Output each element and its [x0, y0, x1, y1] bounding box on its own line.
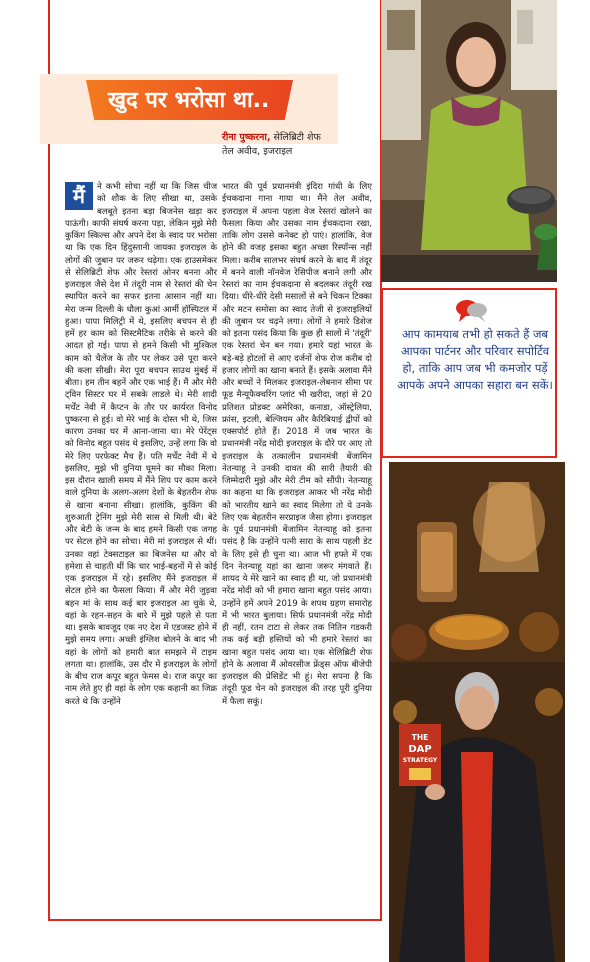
byline: [222, 131, 321, 159]
author-role: सेलिब्रिटी शेफ: [273, 132, 321, 143]
drop-cap: मैं: [65, 182, 93, 210]
book-title-line3: STRATEGY: [402, 757, 438, 764]
book-cover: [399, 724, 441, 786]
speech-bubbles-icon: [455, 298, 489, 324]
chef-with-book-illustration: [389, 462, 565, 962]
article-text-right: भारत की पूर्व प्रधानमंत्री इंदिरा गांधी के लिए ईचकदाना गाना गाया था। मैंने तेल अवीव, इजराइल में अपना पहला वेज रेस्तरां खोलने का फैसला किया और उसका नाम ईचकदाना रखा, ताकि लोग उससे कनेक्ट हो पाएं। हालांकि, वेज होने की वजह इसका बहुत अच्छा रिस्पॉन्स नहीं मिला। करीब सालभर संघर्ष करने के बाद मैं तंदूर में बनने वाली नॉनवेज रेसिपीज बनाने लगी और रेस्तरां का नाम ईचकदाना से बदलकर तंदूरी रख दिया। धीरे-धीरे देसी मसालों से बने चिकन टिक्का और मटन समोसा का स्वाद तेजी से इजराइलियों की जुबान पर चढ़ने लगा। लोगों ने हमारे डिशेज को इतना पसंद किया कि कुछ ही सालों में 'तंदूरी' एक रेस्तरां चेन बन गया। हमारे यहां भारत के बड़े-बड़े होटलों से आए दर्जनों शेफ रोज करीब दो हजार लोगों का खाना बनाते हैं। इसके अलावा मैंने और बच्चों ने मिलकर इजराइल-लेबनान सीमा पर फूड मैन्यूफैक्चरिंग प्लांट भी खरीदा, जहां से 20 प्रतिशत प्रोडक्ट अमेरिका, कनाडा, ऑस्ट्रेलिया, फ्रांस, इटली, बेल्जियम और कैरिबियाई द्वीपों को एक्सपोर्ट होते हैं। 2018 में जब भारत के प्रधानमंत्री नरेंद्र मोदी इजराइल के दौरे पर आए तो इजराइल के तत्कालीन प्रधानमंत्री बेंजामिन नेतन्याहू ने उनकी दावत की सारी तैयारी की जिम्मेदारी मुझे और मेरी टीम को सौंपी। नेतन्याहू का कहना था कि इजराइल आकर भी नरेंद्र मोदी को भारतीय खाने का स्वाद मिलेगा तो ये उनके लिए एक बेहतरीन सरप्राइज जैसा होगा। इजराइल के पूर्व प्रधानमंत्री बेंजामिन नेतन्याहू को इतना पसंद है कि उन्होंने पत्नी सारा के साथ पहली डेट के लिए इसे ही चुना था। आज भी हफ्ते में एक दिन नेतन्याहू यहां का खाना जरूर मंगवाते हैं। शायद ये मेरे खाने का स्वाद ही था, जो प्रधानमंत्री नरेंद्र मोदी को भी हमारा खाना बहुत पसंद आया। उन्होंने हमें अपने 2019 के शपथ ग्रहण समारोह में भी भारत बुलाया। सिर्फ प्रधानमंत्री नरेंद्र मोदी ही नहीं, रतन टाटा से लेकर तक नितिन गडकरी तक कई बड़ी हस्तियों को भी हमारे रेस्तरां का खाना बहुत पसंद आया था। एक सेलिब्रिटी शेफ होने के अलावा मैं ओवरसीज फ्रेंड्स ऑफ बीजेपी इजराइल की प्रेसिडेंट भी हूं। मेरा सपना है कि तंदूरी फूड चेन को इजराइल की तरह पूरी दुनिया में फैला सकूं।: [222, 182, 372, 707]
pull-quote: आप कामयाब तभी हो सकते हैं जब आपका पार्टनर और परिवार सपोर्टिव हो, ताकि आप जब भी कमजोर पड़ें आपके अपने आपका सहारा बन सकें।: [397, 327, 553, 392]
author-name: रीना पुष्करना,: [222, 132, 271, 143]
quote-box: [381, 288, 557, 458]
chef-cooking-photo: [381, 0, 557, 282]
book-title-line1: THE: [411, 733, 429, 742]
article-text-left: ने कभी सोचा नहीं था कि जिस चीज को शौक के लिए सीखा था, उसके बलबूते इतना बड़ा बिजनेस खड़ा कर पाऊंगी। काफी संघर्ष करना पड़ा, लेकिन मुझे मेरी कुकिंग स्किल्स और अपने देश के स्वाद पर भरोसा था कि एक दिन हिंदुस्तानी जायका इजराइल के लोगों की जुबान पर जरूर चढ़ेगा। एक हाउसमेकर से सेलिब्रिटी शेफ और रेस्तरां ओनर बनना और इजराइल जैसे देश में तंदूरी नाम से रेस्तरां की चेन स्थापित करने का सफर इतना आसान नहीं था। मेरा जन्म दिल्ली के धौला कुआं आर्मी हॉस्पिटल में हुआ। पापा मिलिट्री में थे, इसलिए बचपन से ही हमें हर काम को सिस्टमैटिक तरीके से करने की आदत हो गई। पापा से हमने किसी भी मुश्किल काम को चैलेंज के तौर पर लेकर उसे पूरा करने की कला सीखी। मेरा पूरा बचपन साउथ मुंबई में बीता। हम तीन बहनें और एक भाई हैं। मैं और मेरी ट्विन सिस्टर घर में सबके लाडले थे। मेरी शादी मर्चेंट नेवी में कैप्टन के तौर पर कार्यरत विनोद पुष्करना से हुई। वो मेरे भाई के दोस्त भी थे, जिस कारण उनका घर में आना-जाना था। मेरे पेरेंट्स को विनोद बहुत पसंद थे इसलिए, उन्हें लगा कि वो मेरे लिए परफेक्ट मैच हैं। पति मर्चेंट नेवी में थे इसलिए, मुझे भी दुनिया घूमने का मौका मिला। इस दौरान खाली समय में मैंने शिप पर काम करने वाले दुनिया के अलग-अलग देशों के बेहतरीन शेफ से खाना बनाना सीखा। हालांकि, कुकिंग की शुरुआती ट्रेनिंग मुझे मेरी सास से मिली थी। बेटे और बेटी के जन्म के बाद हमने किसी एक जगह पर सेटल होने का सोचा। मेरी मां इजराइल से थीं। उनका वहां टेक्सटाइल का बिजनेस था और वो हमेशा से चाहती थीं कि चार भाई-बहनों में से कोई एक इजराइल में रहे। इसलिए मैंने इजराइल में सेटल होने का फैसला किया। मैं और मेरी जुड़वा बहन मां के साथ कई बार इजराइल आ चुके थे, वहां के रहन-सहन के बारे में मुझे पहले से पता था। इसके बावजूद एक नए देश में एडजस्ट होने में मुझे समय लगा। अच्छी इंग्लिश बोलने के बाद भी वहां के लोगों को हमारी बात समझने में टाइम लगता था। हालांकि, उस दौर में इजराइल के लोगों के बीच राज कपूर बहुत फेमस थे। राज कपूर का नाम लेते हुए ही वहां के लोग एक कहानी का जिक्र करते थे कि उन्होंने: [65, 182, 217, 707]
article-column-left: [65, 181, 217, 708]
headline: खुद पर भरोसा था..: [108, 88, 270, 113]
chef-with-book-photo: [389, 462, 565, 962]
chef-cooking-illustration: [381, 0, 557, 282]
book-title-line2: DAP: [408, 744, 432, 755]
article-column-right: [222, 181, 372, 708]
author-place: तेल अवीव, इजराइल: [222, 146, 293, 157]
